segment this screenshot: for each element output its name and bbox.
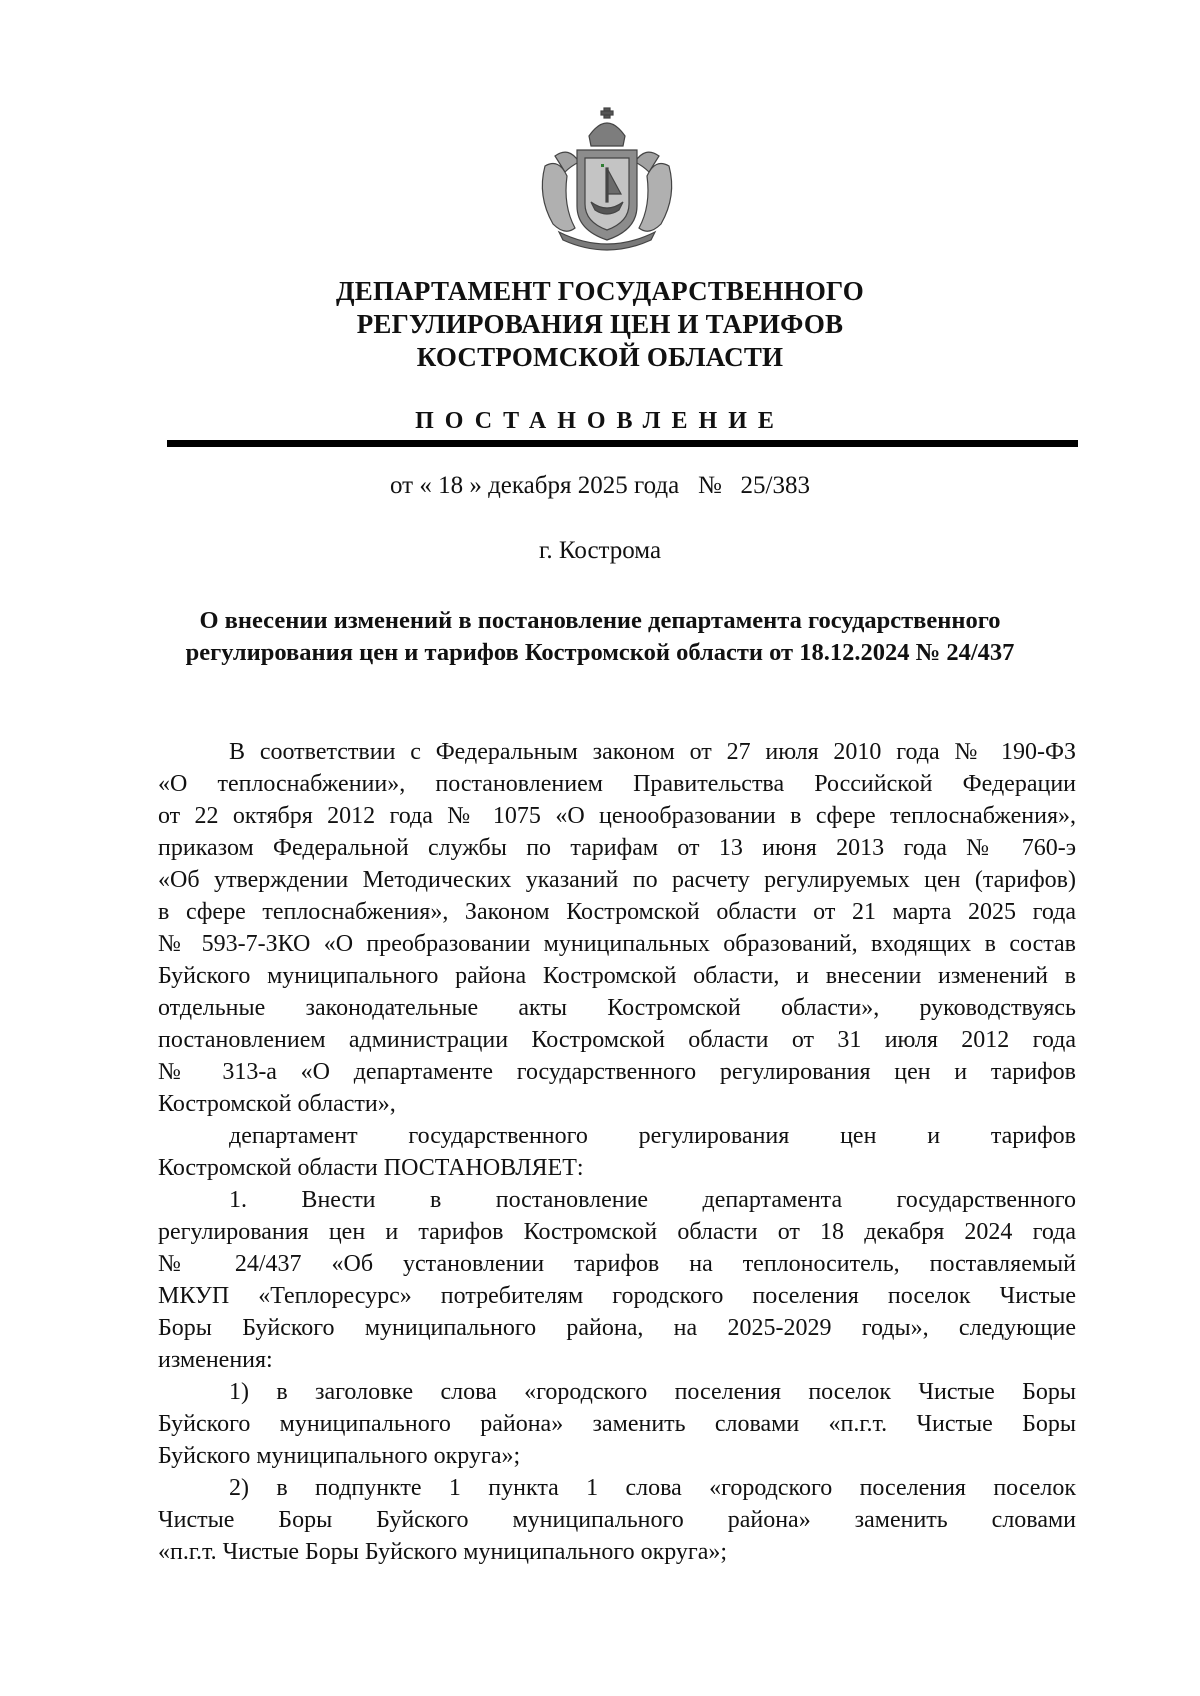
subject-line: регулирования цен и тарифов Костромской области от 18.12.2024 № 24/437 <box>185 639 1015 666</box>
body-line: отдельные законодательные акты Костромской области», руководствуясь <box>158 995 1076 1021</box>
department-title-line: КОСТРОМСКОЙ ОБЛАСТИ <box>416 342 784 372</box>
body-line: департамент государственного регулирования цен и тарифов <box>229 1123 1076 1149</box>
department-title <box>160 275 1040 374</box>
body-line: от 22 октября 2012 года № 1075 «О ценообразовании в сфере теплоснабжения», <box>158 803 1076 829</box>
date-and-number: от « 18 » декабря 2025 года № 25/383 <box>389 472 811 499</box>
body-line: В соответствии с Федеральным законом от 27 июля 2010 года № 190-ФЗ <box>229 739 1076 765</box>
body-line: Костромской области», <box>158 1091 396 1117</box>
body-line: № 24/437 «Об установлении тарифов на теплоноситель, поставляемый <box>158 1251 1076 1277</box>
city-name: г. Кострома <box>538 537 662 564</box>
body-line: 1) в заголовке слова «городского поселения поселок Чистые Боры <box>229 1379 1076 1405</box>
coat-of-arms-icon <box>535 106 679 252</box>
body-line: Буйского муниципального района» заменить словами «п.г.т. Чистые Боры <box>158 1411 1076 1437</box>
body-line: Костромской области ПОСТАНОВЛЯЕТ: <box>158 1155 584 1181</box>
body-line: Буйского муниципального района Костромской области, и внесении изменений в <box>158 963 1076 989</box>
department-title-line: РЕГУЛИРОВАНИЯ ЦЕН И ТАРИФОВ <box>356 309 844 339</box>
subject-line: О внесении изменений в постановление департамента государственного <box>199 607 1001 634</box>
body-line: Боры Буйского муниципального района, на 2025-2029 годы», следующие <box>158 1315 1076 1341</box>
body-line: «Об утверждении Методических указаний по расчету регулируемых цен (тарифов) <box>158 867 1076 893</box>
body-line: «О теплоснабжении», постановлением Правительства Российской Федерации <box>158 771 1076 797</box>
body-line: 1. Внести в постановление департамента государственного <box>229 1187 1076 1213</box>
body-line: приказом Федеральной службы по тарифам от 13 июня 2013 года № 760-э <box>158 835 1076 861</box>
body-line: изменения: <box>158 1347 273 1373</box>
body-line: 2) в подпункте 1 пункта 1 слова «городского поселения поселок <box>229 1475 1076 1501</box>
body-line: постановлением администрации Костромской области от 31 июля 2012 года <box>158 1027 1076 1053</box>
body-line: регулирования цен и тарифов Костромской области от 18 декабря 2024 года <box>158 1219 1076 1245</box>
header-divider <box>167 440 1078 447</box>
body-line: МКУП «Теплоресурс» потребителям городского поселения поселок Чистые <box>158 1283 1076 1309</box>
body-line: Чистые Боры Буйского муниципального района» заменить словами <box>158 1507 1076 1533</box>
body-line: № 593-7-ЗКО «О преобразовании муниципальных образований, входящих в состав <box>158 931 1076 957</box>
department-title-line: ДЕПАРТАМЕНТ ГОСУДАРСТВЕННОГО <box>336 276 864 306</box>
body-line: № 313-а «О департаменте государственного регулирования цен и тарифов <box>158 1059 1076 1085</box>
body-line: «п.г.т. Чистые Боры Буйского муниципального округа»; <box>158 1539 728 1565</box>
body-line: Буйского муниципального округа»; <box>158 1443 521 1469</box>
document-type-heading: ПОСТАНОВЛЕНИЕ <box>415 408 785 434</box>
document-subject <box>140 605 1060 669</box>
body-line: в сфере теплоснабжения», Законом Костромской области от 21 марта 2025 года <box>158 899 1076 925</box>
